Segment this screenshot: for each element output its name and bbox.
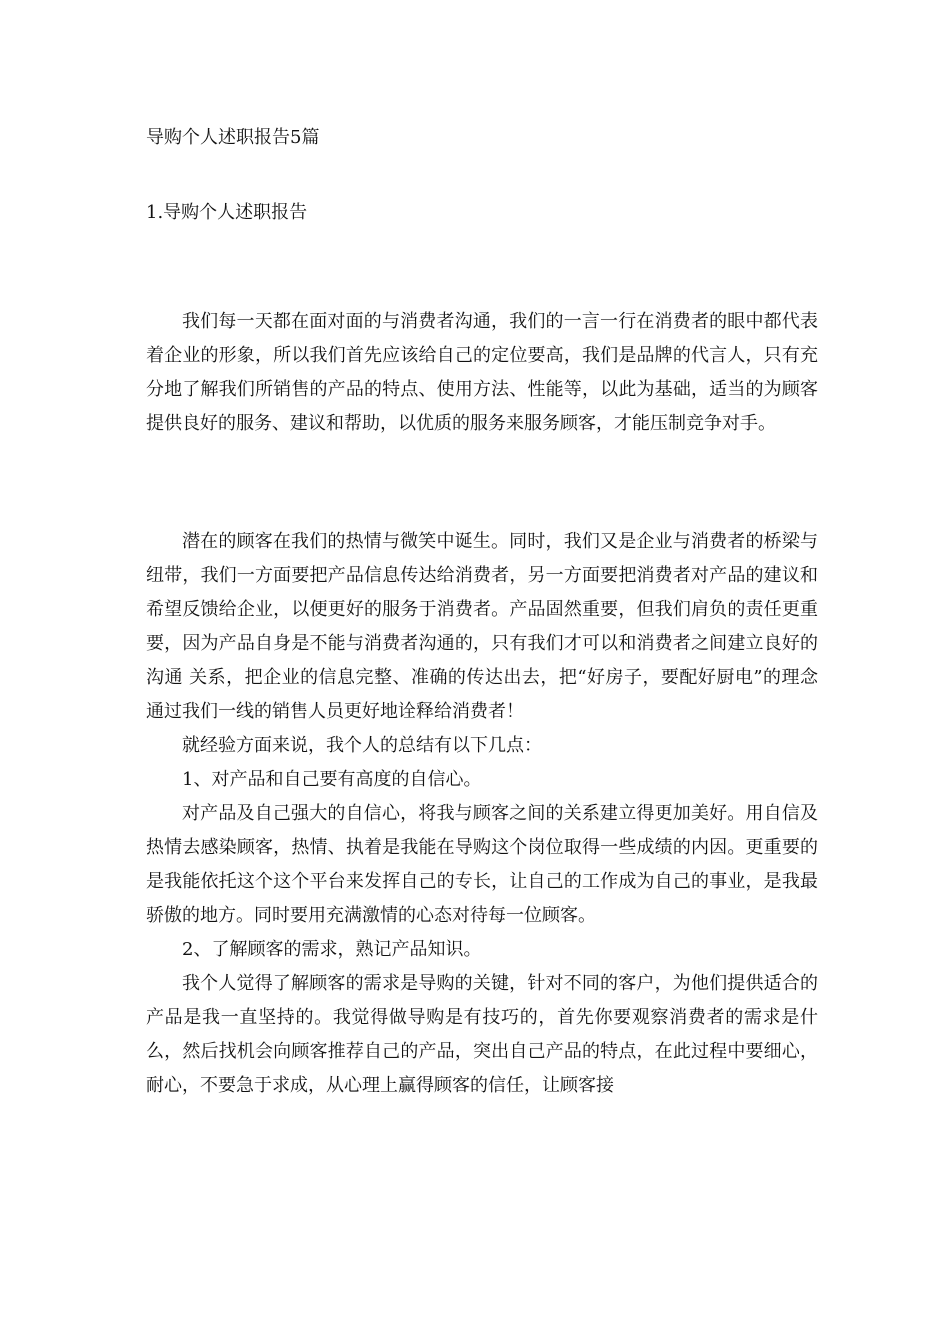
body-paragraph: 我们每一天都在面对面的与消费者沟通，我们的一言一行在消费者的眼中都代表着企业的形象，所以我们首先应该给自己的定位要高，我们是品牌的代言人，只有充分地了解我们所销售的产品的特点、使用方法、性能等，以此为基础，适当的为顾客提供良好的服务、建议和帮助，以优质的服务来服务顾客，才能压制竞争对手。 bbox=[146, 311, 818, 434]
document-title: 导购个人述职报告5篇 bbox=[146, 127, 320, 148]
body-paragraph: 就经验方面来说，我个人的总结有以下几点： bbox=[182, 735, 542, 756]
body-block-1 bbox=[146, 305, 818, 441]
list-item-heading: 2、了解顾客的需求，熟记产品知识。 bbox=[182, 939, 482, 960]
section-heading: 1.导购个人述职报告 bbox=[146, 202, 308, 223]
body-paragraph: 对产品及自己强大的自信心，将我与顾客之间的关系建立得更加美好。用自信及热情去感染顾客，热情、执着是我能在导购这个岗位取得一些成绩的内因。更重要的是我能依托这个这个平台来发挥自己的专长，让自己的工作成为自己的事业，是我最骄傲的地方。同时要用充满激情的心态对待每一位顾客。 bbox=[146, 803, 818, 926]
list-item-heading: 1、对产品和自己要有高度的自信心。 bbox=[182, 769, 482, 790]
body-paragraph: 我个人觉得了解顾客的需求是导购的关键，针对不同的客户，为他们提供适合的产品是我一直坚持的。我觉得做导购是有技巧的，首先你要观察消费者的需求是什么，然后找机会向顾客推荐自己的产品，突出自己产品的特点，在此过程中要细心，耐心，不要急于求成，从心理上赢得顾客的信任，让顾客接 bbox=[146, 973, 818, 1096]
body-paragraph: 潜在的顾客在我们的热情与微笑中诞生。同时，我们又是企业与消费者的桥梁与纽带，我们一方面要把产品信息传达给消费者，另一方面要把消费者对产品的建议和希望反馈给企业，以便更好的服务于消费者。产品固然重要，但我们肩负的责任更重要，因为产品自身是不能与消费者沟通的，只有我们才可以和消费者之间建立良好的沟通 关系，把企业的信息完整、准确的传达出去，把“好房子，要配好厨电”的理念通过我们一线的销售人员更好地诠释给消费者！ bbox=[146, 531, 818, 722]
body-block-2 bbox=[146, 525, 818, 1103]
